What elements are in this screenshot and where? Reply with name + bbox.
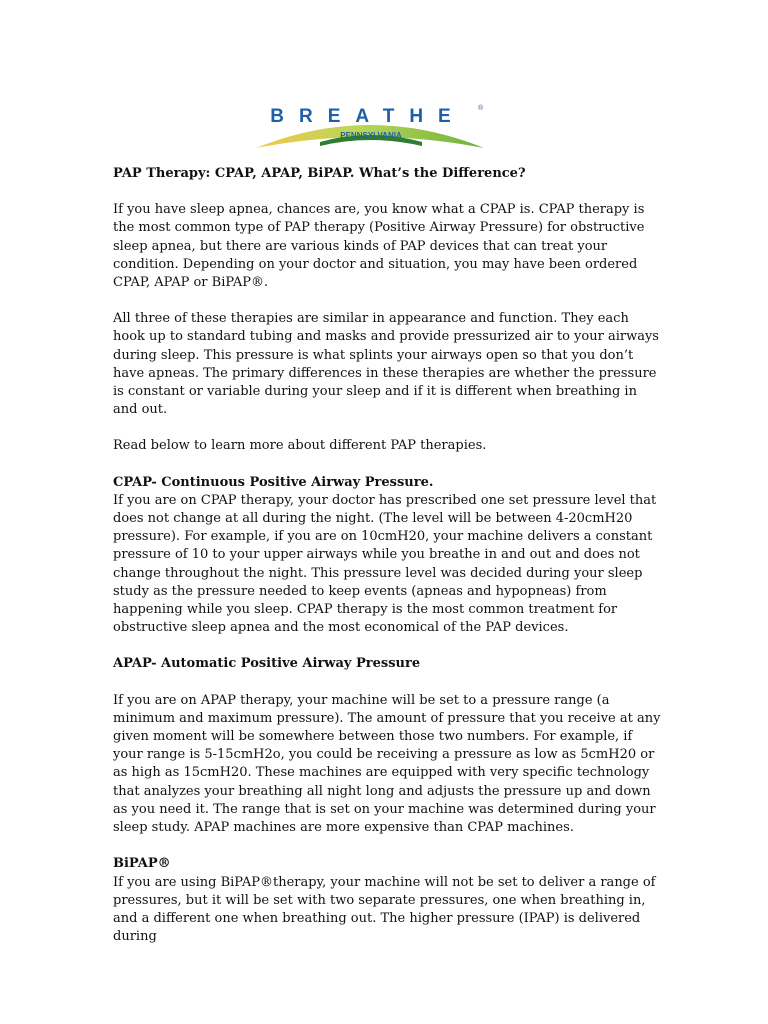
intro-paragraph-2: All three of these therapies are similar in appearance and function. They each hook up to standard tubing and masks and provide pressurized air to your airways during sleep. This pressure is what splints your airways open so that you don’t have apneas. The primary differences in these therapies are whether the pressure is constant or variable during your sleep and if it is different when breathing in and out. (113, 311, 659, 418)
document-title: PAP Therapy: CPAP, APAP, BiPAP. What’s the Difference? (113, 166, 526, 181)
breathe-pennsylvania-logo (250, 96, 490, 156)
cpap-paragraph: If you are on CPAP therapy, your doctor has prescribed one set pressure level that does not change at all during the night. (The level will be between 4-20cmH20 pressure). For example, if you are on 10cmH20, your machine delivers a constant pressure of 10 to your upper airways while you breathe in and out and does not change throughout the night. This pressure level was decided during your sleep study as the pressure needed to keep events (apneas and hypopneas) from happening while you sleep. CPAP therapy is the most common treatment for obstructive sleep apnea and the most economical of the PAP devices. (113, 492, 657, 636)
intro-paragraph-1: If you have sleep apnea, chances are, you know what a CPAP is. CPAP therapy is the most common type of PAP therapy (Positive Airway Pressure) for obstructive sleep apnea, but there are various kinds of PAP devices that can treat your condition. Depending on your doctor and situation, you may have been ordered CPAP, APAP or BiPAP®. (113, 202, 645, 291)
bipap-paragraph: If you are using BiPAP®therapy, your machine will not be set to deliver a range of pressures, but it will be set with two separate pressures, one when breathing in, and a different one when breathing out. The higher pressure (IPAP) is delivered during (113, 874, 656, 945)
logo-subword: PENNSYLVANIA (340, 131, 402, 140)
cpap-heading: CPAP- Continuous Positive Airway Pressure. (113, 474, 434, 490)
logo-graphic (250, 96, 490, 156)
logo-word: BREATHE (270, 106, 466, 127)
logo-registered: ® (478, 105, 484, 112)
apap-heading: APAP- Automatic Positive Airway Pressure (113, 656, 421, 672)
apap-paragraph: If you are on APAP therapy, your machine will be set to a pressure range (a minimum and maximum pressure). The amount of pressure that you receive at any given moment will be somewhere between those two numbers. For example, if your range is 5-15cmH2o, you could be receiving a pressure as low as 5cmH20 or as high as 15cmH20. These machines are equipped with very specific technology that analyzes your breathing all night long and adjusts the pressure up and down as you need it. The range that is set on your machine was determined during your sleep study. APAP machines are more expensive than CPAP machines. (113, 692, 661, 836)
intro-paragraph-3: Read below to learn more about different PAP therapies. (113, 438, 487, 454)
bipap-heading: BiPAP® (113, 856, 171, 872)
document-body (113, 165, 661, 946)
